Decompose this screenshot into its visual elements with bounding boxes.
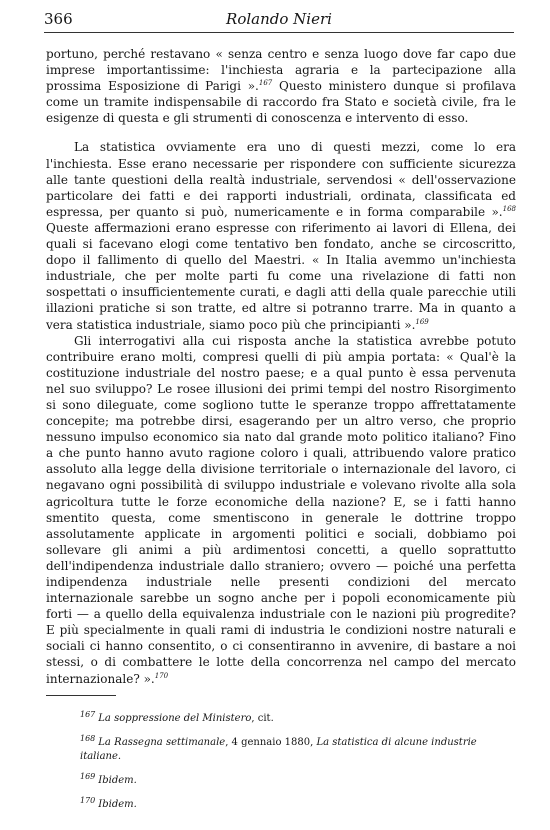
paragraph-3: [46, 333, 516, 687]
footnote-ref[interactable]: 167: [258, 79, 273, 88]
text-run: Queste affermazioni erano espresse con riferimento ai lavori di Ellena, dei quali si facevano elogi come tentativo ben fondato, anche se circoscritto, dopo il fallimento di quello del Maestri. « In Italia avemmo un'inchiesta industriale, che per molte parti fu come una rivelazione di fatti non sospettati o insufficientemente curati, e dagli atti della quale parecchie utili illazioni pratiche si son tratte, ed altre si potranno trarre. Ma in quanto a vera statistica industriale, siamo poco più che principianti ».: [46, 220, 516, 332]
text-run: Gli interrogativi alla cui risposta anche la statistica avrebbe potuto contribuire erano molti, compresi quelli di più ampia portata: « Qual'è la costituzione industriale del nostro paese; e a qual punto è essa pervenuta nel suo sviluppo? Le rosee illusioni dei primi tempi del nostro Risorgimento si sono dileguate, come sogliono tutte le speranze troppo affrettatamente concepite; ma potrebbe dirsi, esagerando per un altro verso, che proprio nessuno impulso economico sia nato dal grande moto politico italiano? Fino a che punto hanno avuto ragione coloro i quali, attribuendo valore pratico assoluto alla legge della divisione territoriale o internazionale del lavoro, ci negavano ogni possibilità di sviluppo industriale e volevano rivolte alla sola agricoltura tutte le forze economiche della nazione? E, se i fatti hanno smentito questa, come smentiscono in generale le dottrine troppo assolutamente applicate in argomenti politici e sociali, dobbiamo poi sollevare gli animi a più ardimentosi concetti, a quello soprattutto dell'indipendenza industriale dallo straniero; ovvero — poiché una perfetta indipendenza industriale nelle presenti condizioni del mercato internazionale sarebbe un sogno anche per i popoli economicamente più forti — a quello della equivalenza industriale con le nazioni più progredite? E più specialmente in quali rami di industria le condizioni nostre naturali e sociali ci hanno consentito, o ci consentiranno in avvenire, di bastare a noi stessi, o di combattere le lotte della concorrenza nel campo del mercato internazionale? ».: [46, 333, 516, 686]
footnote-text: , 4 gennaio 1880,: [225, 737, 317, 748]
text-run: portuno, perché restavano « senza centro e senza luogo dove far capo due imprese importantissime: l'inchiesta agraria e la partecipazione alla prossima Esposizione di Parigi ».: [46, 47, 516, 94]
paragraph-1: [46, 46, 516, 126]
footnote-text: , cit.: [251, 713, 274, 724]
footnote-title: Ibidem.: [98, 775, 137, 786]
running-head: Rolando Nieri: [226, 10, 332, 28]
footnotes: [80, 709, 516, 822]
footnote-title: Ibidem.: [98, 799, 137, 810]
text-run: Questo ministero dunque si profilava come un tramite indispensabile di raccordo fra Stato e società civile, fra le esigenze di questa e gli strumenti di conoscenza e intervento di esso.: [46, 79, 516, 126]
footnote-167: [80, 709, 516, 726]
footnote-ref[interactable]: 170: [154, 671, 169, 680]
header-rule: [44, 32, 514, 33]
page-header: [44, 8, 514, 32]
body-text: [46, 46, 516, 687]
footnote-number: 170: [80, 795, 96, 805]
footnote-ref[interactable]: 168: [502, 204, 516, 213]
paragraph-2: [46, 139, 516, 332]
footnote-number: 168: [80, 733, 96, 743]
footnote-170: [80, 795, 516, 812]
footnote-169: [80, 771, 516, 788]
footnote-rule: [46, 695, 116, 696]
page-number: 366: [44, 10, 73, 28]
footnote-number: 169: [80, 771, 96, 781]
footnote-title: La statistica di alcune industrie italiane.: [80, 737, 477, 762]
footnote-title: La Rassegna settimanale: [98, 737, 226, 748]
text-run: La statistica ovviamente era uno di questi mezzi, come lo era l'inchiesta. Esse erano necessarie per rispondere con sufficiente sicurezza alle tante questioni della realtà industriale, servendosi « dell'osservazione particolare dei fatti e dei rapporti industriali, ordinata, classificata ed espressa, per quanto si può, numericamente e in forma comparabile ».: [46, 140, 516, 219]
footnote-168: [80, 733, 516, 764]
footnote-title: La soppressione del Ministero: [98, 713, 252, 724]
footnote-number: 167: [80, 709, 96, 719]
footnote-ref[interactable]: 169: [415, 317, 429, 326]
